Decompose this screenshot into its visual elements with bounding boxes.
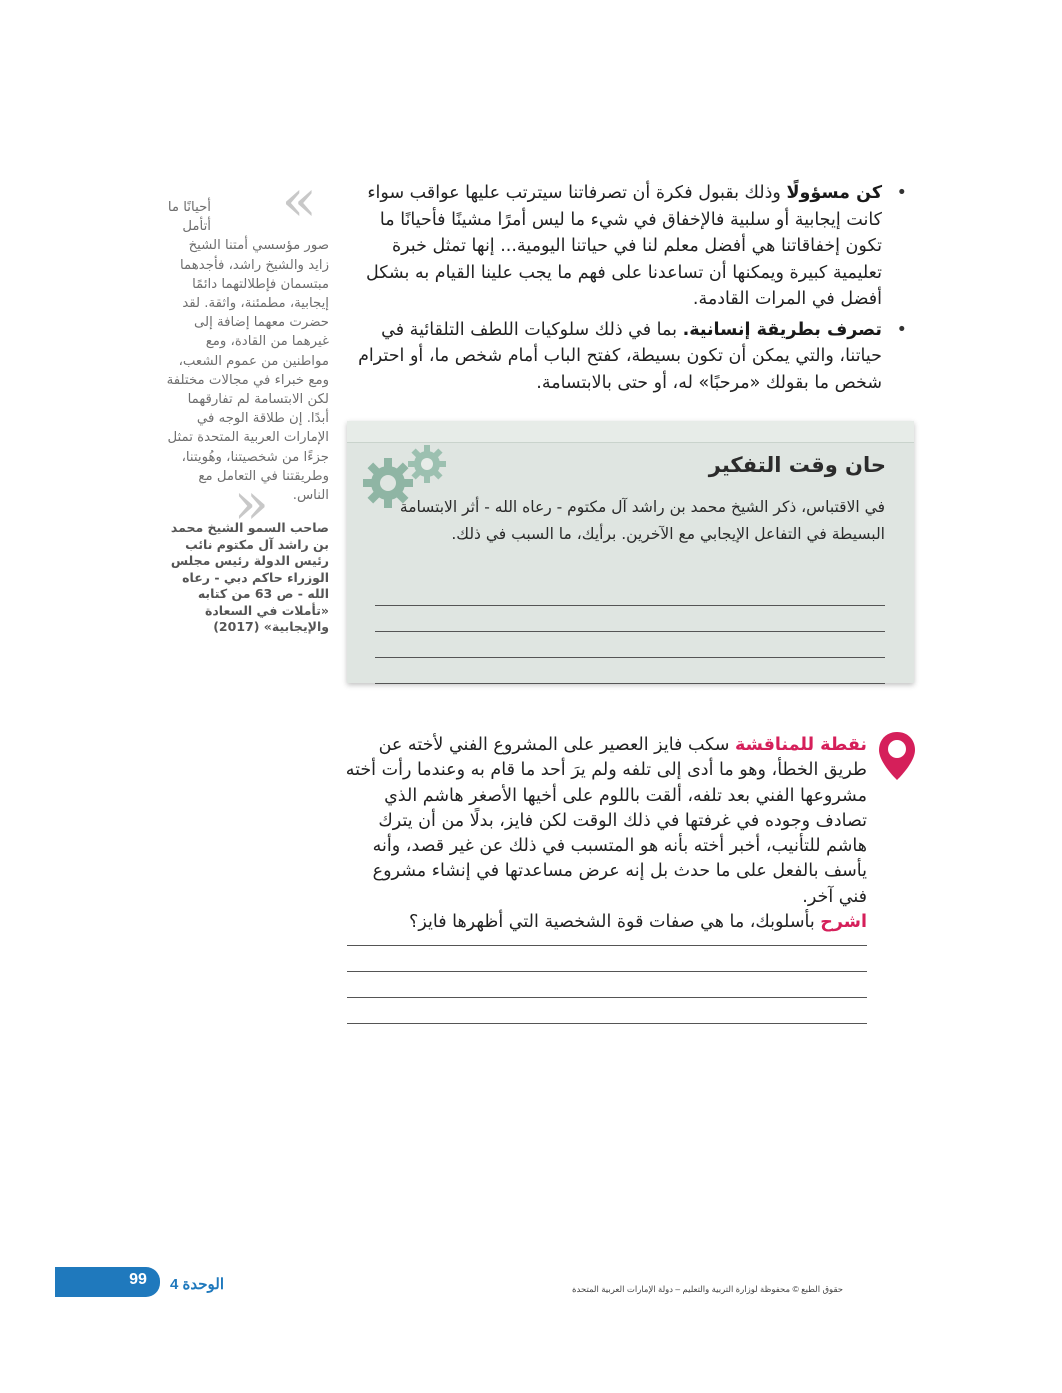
answer-line[interactable] xyxy=(347,920,867,946)
copyright-notice: حقوق الطبع © محفوظة لوزارة التربية والتعليم – دولة الإمارات العربية المتحدة xyxy=(572,1284,843,1294)
location-pin-icon xyxy=(877,730,917,782)
bullet-list xyxy=(345,180,915,400)
bullet-responsible xyxy=(345,180,915,313)
quote-open-icon: » xyxy=(281,166,317,234)
unit-label: الوحدة 4 xyxy=(170,1276,225,1293)
discussion-point xyxy=(345,733,867,935)
discussion-question: بأسلوبك، ما هي صفات قوة الشخصية التي أظهرها فايز؟ xyxy=(409,912,821,933)
discussion-label: نقطة للمناقشة xyxy=(735,735,867,755)
bullet-dot: • xyxy=(896,183,907,203)
quote-close-icon: « xyxy=(233,469,269,538)
page-number: 99 xyxy=(129,1271,147,1288)
bullet-text: وذلك بقبول فكرة أن تصرفاتنا سيترتب عليها عواقب سواء كانت إيجابية أو سلبية فالإخفاق في شيء ما ليس أمرًا مشينًا فأحيانًا ما تكون إخفاقاتنا هي أفضل معلم لنا في حياتنا اليومية... إنها تمثل خبرة تعليمية كبيرة ويمكنها أن تساعدنا على فهم ما يجب علينا القيام به بشكل أفضل في المرات القادمة. xyxy=(365,183,882,309)
answer-line[interactable] xyxy=(375,580,885,606)
quote-author: صاحب السمو الشيخ محمد بن راشد آل مكتوم نائب رئيس الدولة رئيس مجلس الوزراء حاكم دبي - رعاه الله - ص 63 من كتابه «تأملات في السعادة والإيجابية» (2017) xyxy=(170,520,329,634)
answer-line[interactable] xyxy=(347,946,867,972)
answer-line[interactable] xyxy=(347,972,867,998)
answer-line[interactable] xyxy=(375,632,885,658)
explain-label: اشرح xyxy=(820,912,867,933)
bullet-term: تصرف بطريقة إنسانية. xyxy=(682,319,882,340)
thinking-prompt: في الاقتباس، ذكر الشيخ محمد بن راشد آل مكتوم - رعاه الله - أثر الابتسامة البسيطة في التفاعل الإيجابي مع الآخرين. برأيك، ما السبب في ذلك. xyxy=(399,498,885,543)
bullet-term: كن مسؤولًا xyxy=(786,183,882,203)
bullet-humane xyxy=(345,317,915,397)
bullet-text: بما في ذلك سلوكيات اللطف التلقائية في حياتنا، والتي يمكن أن تكون بسيطة، كفتح الباب أمام شخص ما، أو احترام شخص ما بقولك «مرحبًا» له، أو حتى بالابتسامة. xyxy=(358,319,882,393)
discussion-text: سكب فايز العصير على المشروع الفني لأخته عن طريق الخطأ، وهو ما أدى إلى تلفه ولم يرَ أحد ما قام به وعندما رأت أخته مشروعها الفني بعد تلفه، ألقت باللوم على أخيها الأصغر هاشم الذي تصادف وجوده في غرفتها في ذلك الوقت لكن فايز، بدلًا من أن يترك هاشم للتأنيب، أخبر أخته بأنه هو المتسبب في ذلك عن غير قصد، وأنه يأسف بالفعل على ما حدث بل إنه عرض مساعدتها في إنشاء مشروع فني آخر. xyxy=(345,735,867,907)
answer-line[interactable] xyxy=(375,606,885,632)
answer-line[interactable] xyxy=(347,998,867,1024)
answer-line[interactable] xyxy=(375,658,885,684)
thinking-answer-lines[interactable] xyxy=(375,580,885,684)
bullet-dot: • xyxy=(896,319,907,340)
sidebar-quote xyxy=(164,166,329,538)
thinking-title: حان وقت التفكير xyxy=(708,453,886,477)
quote-text: أحيانًا ما أتأمل صور مؤسسي أمتنا الشيخ زايد والشيخ راشد، فأجدهما مبتسمان فإطلالتهما دائمًا إيجابية، مطمئنة، واثقة. لقد حضرت معهما إضافة إلى غيرهما من القادة، ومع مواطنين من عموم الشعب، ومع خبراء في مجالات مختلفة لكن الابتسامة لم تفارقهما أبدًا. إن طلاقة الوجه في الإمارات العربية المتحدة تمثل جزءًا من شخصيتنا، وهُويتنا، وطريقتنا في التعامل مع الناس. xyxy=(166,200,329,504)
discussion-answer-lines[interactable] xyxy=(347,920,867,1024)
